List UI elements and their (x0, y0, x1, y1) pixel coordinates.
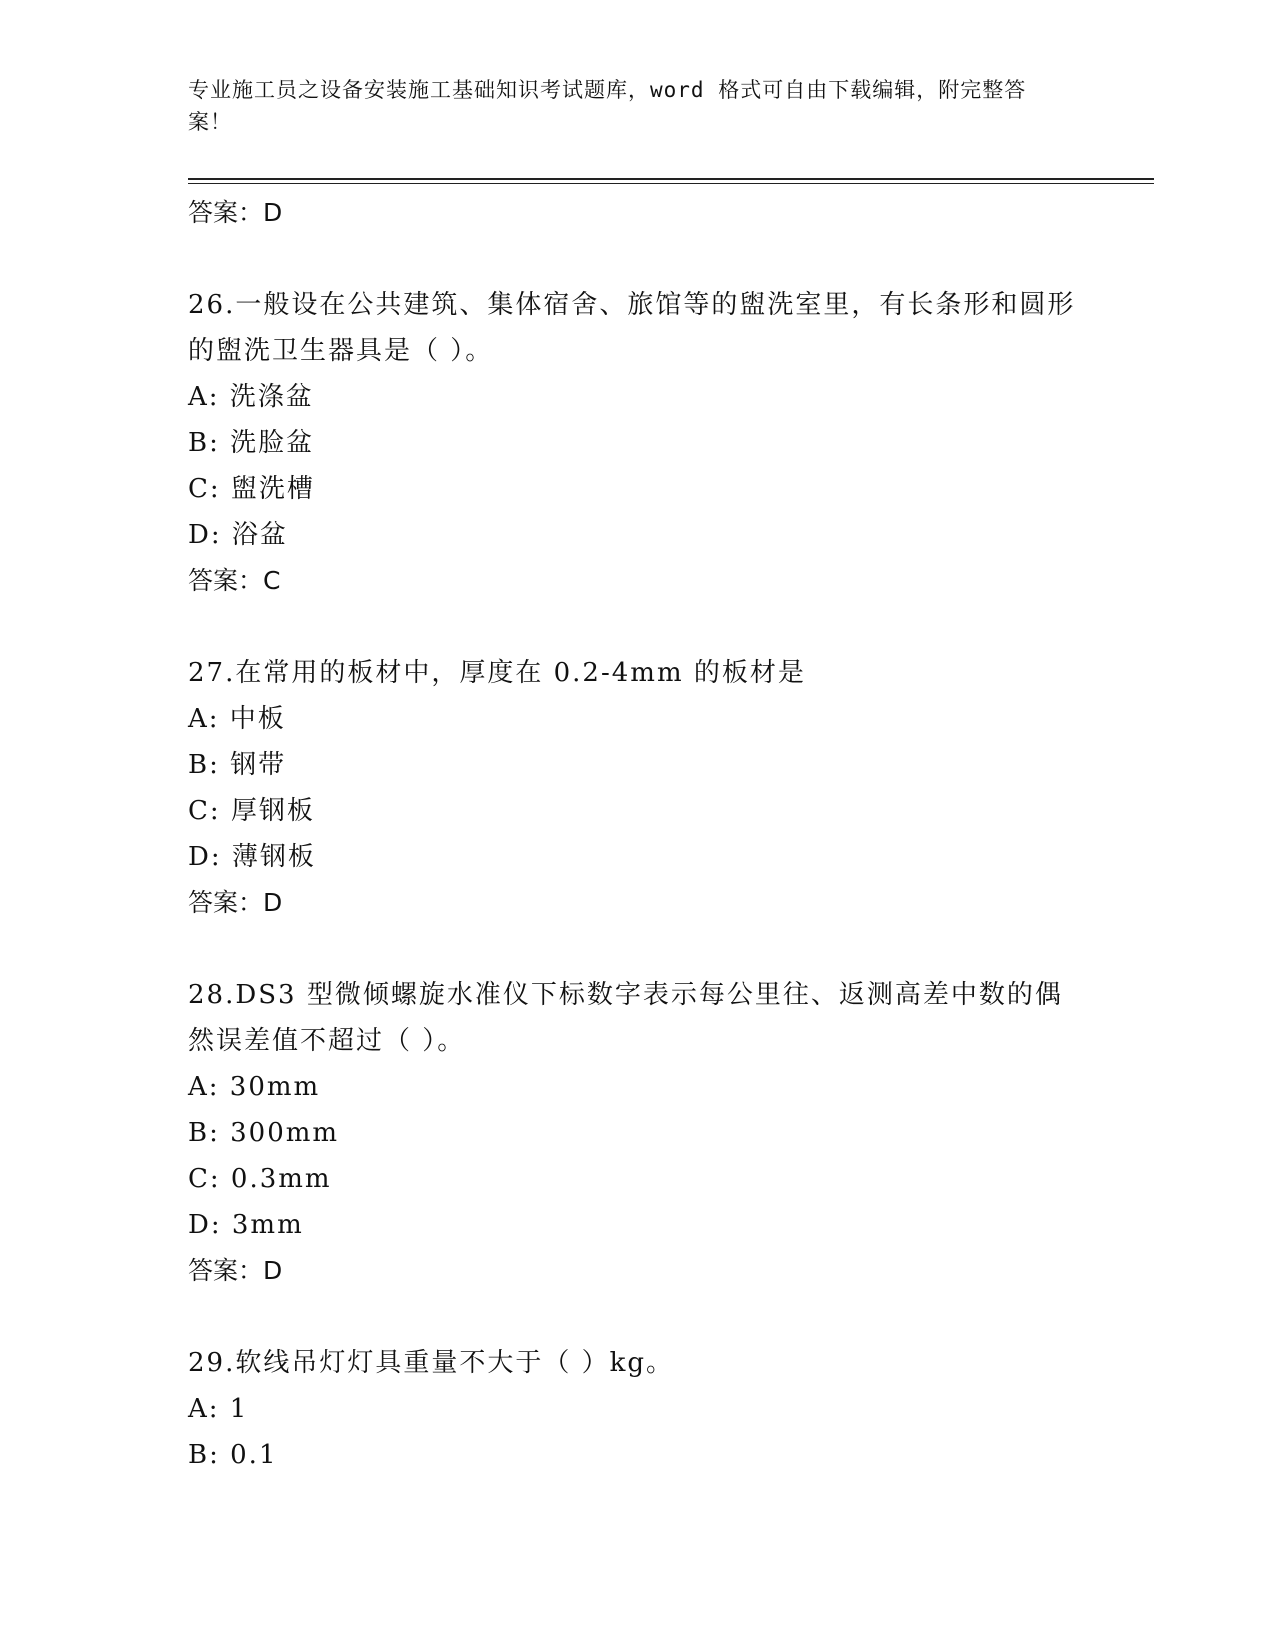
option-b: B: 钢带 (188, 750, 287, 780)
spacer (188, 1294, 1088, 1340)
option-c: C: 盥洗槽 (188, 474, 315, 504)
question-list (188, 190, 1088, 1478)
spacer (188, 604, 1088, 650)
option-a: A: 洗涤盆 (188, 382, 314, 412)
document-header: 专业施工员之设备安装施工基础知识考试题库，word 格式可自由下载编辑，附完整答案！ (188, 78, 1027, 134)
question-26: 26.一般设在公共建筑、集体宿舍、旅馆等的盥洗室里，有长条形和圆形的盥洗卫生器具是（ ）。 (188, 290, 1076, 366)
spacer (188, 236, 1088, 282)
option-d: D: 薄钢板 (188, 842, 316, 872)
option-d: D: 3mm (188, 1210, 304, 1240)
spacer (188, 926, 1088, 972)
option-b: B: 300mm (188, 1118, 340, 1148)
option-b: B: 洗脸盆 (188, 428, 315, 458)
answer-line: 答案：D (188, 198, 283, 227)
answer-line: 答案：D (188, 888, 283, 917)
option-c: C: 0.3mm (188, 1164, 332, 1194)
option-a: A: 1 (188, 1394, 249, 1424)
option-d: D: 浴盆 (188, 520, 288, 550)
question-28: 28.DS3 型微倾螺旋水准仪下标数字表示每公里往、返测高差中数的偶然误差值不超过（ ）。 (188, 980, 1063, 1056)
option-a: A: 30mm (188, 1072, 321, 1102)
answer-line: 答案：D (188, 1256, 283, 1285)
header-rule-thick (188, 178, 1154, 180)
option-c: C: 厚钢板 (188, 796, 315, 826)
header-rule-thin (188, 183, 1154, 184)
option-a: A: 中板 (188, 704, 286, 734)
option-b: B: 0.1 (188, 1440, 278, 1470)
answer-line: 答案：C (188, 566, 281, 595)
question-29: 29.软线吊灯灯具重量不大于（ ）kg。 (188, 1348, 675, 1378)
question-27: 27.在常用的板材中，厚度在 0.2-4mm 的板材是 (188, 658, 806, 688)
